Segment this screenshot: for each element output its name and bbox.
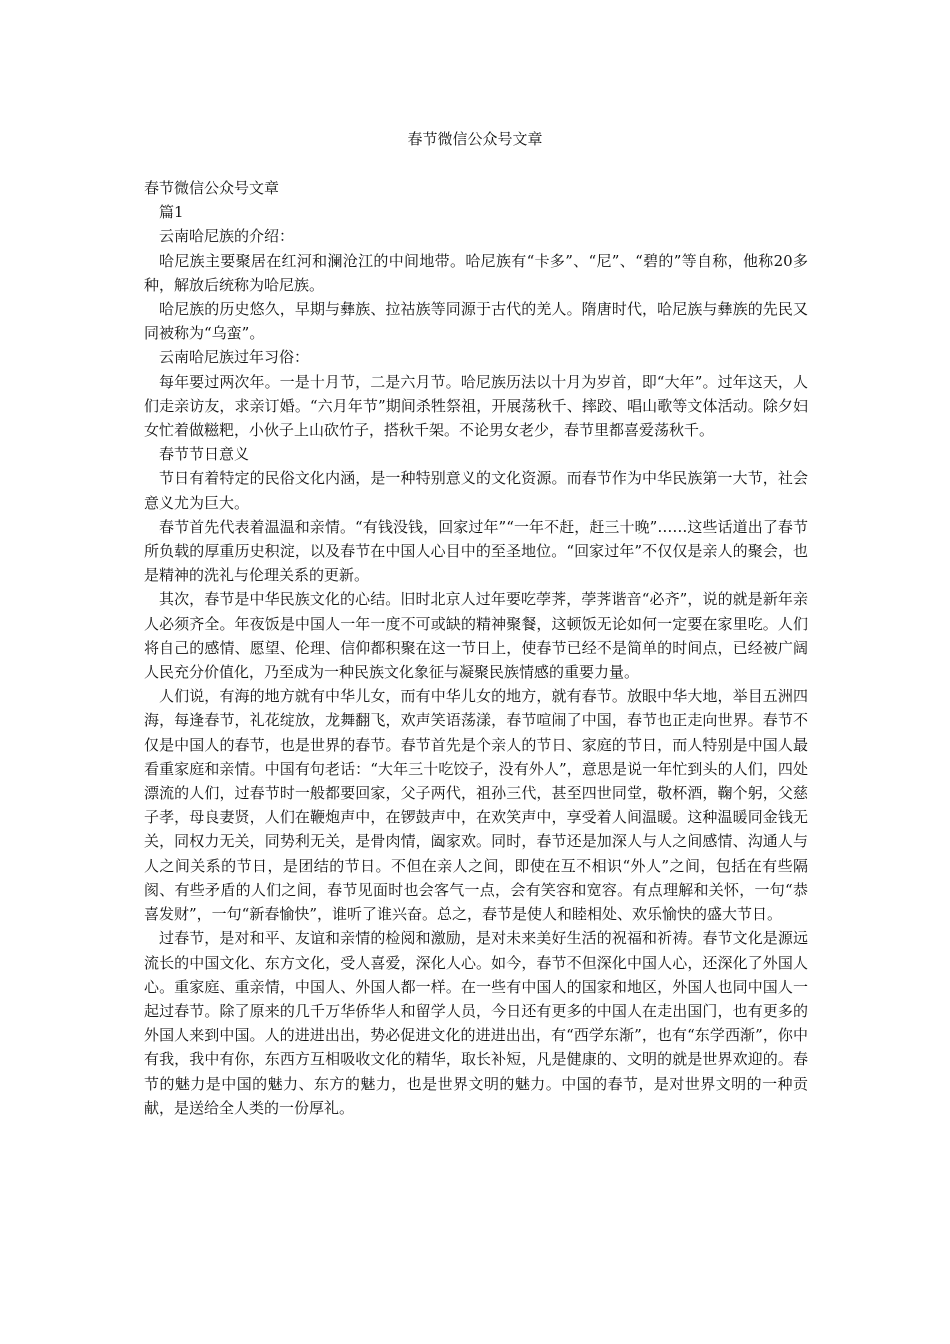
article-subtitle: 春节微信公众号文章: [144, 179, 280, 197]
paragraph: 节日有着特定的民俗文化内涵，是一种特别意义的文化资源。而春节作为中华民族第一大节，社会意义尤为巨大。: [144, 469, 808, 512]
paragraph: 哈尼族的历史悠久，早期与彝族、拉祜族等同源于古代的羌人。隋唐时代，哈尼族与彝族的先民又同被称为“乌蛮”。: [144, 300, 808, 343]
section-heading: 云南哈尼族过年习俗：: [159, 348, 310, 367]
section-heading: 云南哈尼族的介绍：: [159, 227, 295, 246]
paragraph: 其次，春节是中华民族文化的心结。旧时北京人过年要吃荸荠，荸荠谐音“必齐”，说的就是新年亲人必须齐全。年夜饭是中国人一年一度不可或缺的精神聚餐，这顿饭无论如何一定要在家里吃。人们将自己的感情、愿望、伦理、信仰都积聚在这一节日上，使春节已经不是简单的时间点，已经被广阔人民充分价值化，乃至成为一种民族文化象征与凝聚民族情感的重要力量。: [144, 590, 808, 682]
page-title: 春节微信公众号文章: [407, 130, 543, 148]
paragraph: 人们说，有海的地方就有中华儿女，而有中华儿女的地方，就有春节。放眼中华大地，举目五洲四海，每逢春节，礼花绽放，龙舞翻飞，欢声笑语荡漾，春节喧闹了中国，春节也正走向世界。春节不仅是中国人的春节，也是世界的春节。春节首先是个亲人的节日、家庭的节日，而人特别是中国人最看重家庭和亲情。中国有句老话：“大年三十吃饺子，没有外人”，意思是说一年忙到头的人们，四处漂流的人们，过春节时一般都要回家，父子两代，祖孙三代，甚至四世同堂，敬杯酒，鞠个躬，父慈子孝，母良妻贤，人们在鞭炮声中，在锣鼓声中，在欢笑声中，享受着人间温暖。这种温暖同金钱无关，同权力无关，同势利无关，是骨肉情，阖家欢。同时，春节还是加深人与人之间感情、沟通人与人之间关系的节日，是团结的节日。不但在亲人之间，即使在互不相识“外人”之间，包括在有些隔阂、有些矛盾的人们之间，春节见面时也会客气一点，会有笑容和宽容。有点理解和关怀，一句“恭喜发财”，一句“新春愉快”，谁听了谁兴奋。总之，春节是使人和睦相处、欢乐愉快的盛大节日。: [144, 687, 808, 924]
paragraph: 哈尼族主要聚居在红河和澜沧江的中间地带。哈尼族有“卡多”、“尼”、“碧的”等自称，他称20多种，解放后统称为哈尼族。: [144, 251, 808, 294]
section-heading: 春节节日意义: [159, 445, 250, 464]
article-body: [144, 176, 808, 1120]
paragraph: 春节首先代表着温温和亲情。“有钱没钱，回家过年”“一年不赶，赶三十晚”……这些话道出了春节所负载的厚重历史积淀，以及春节在中国人心目中的至圣地位。“回家过年”不仅仅是亲人的聚会，也是精神的洗礼与伦理关系的更新。: [144, 517, 808, 585]
paragraph: 每年要过两次年。一是十月节，二是六月节。哈尼族历法以十月为岁首，即“大年”。过年这天，人们走亲访友，求亲订婚。“六月年节”期间杀牲祭祖，开展荡秋千、摔跤、唱山歌等文体活动。除夕妇女忙着做糍粑，小伙子上山砍竹子，搭秋千架。不论男女老少，春节里都喜爱荡秋千。: [144, 372, 808, 440]
paragraph: 过春节，是对和平、友谊和亲情的检阅和激励，是对未来美好生活的祝福和祈祷。春节文化是源远流长的中国文化、东方文化，受人喜爱，深化人心。如今，春节不但深化中国人心，还深化了外国人心。重家庭、重亲情，中国人、外国人都一样。在一些有中国人的国家和地区，外国人也同中国人一起过春节。除了原来的几千万华侨华人和留学人员，今日还有更多的中国人在走出国门，也有更多的外国人来到中国。人的进进出出，势必促进文化的进进出出，有“西学东渐”，也有“东学西渐”，你中有我，我中有你，东西方互相吸收文化的精华，取长补短，凡是健康的、文明的就是世界欢迎的。春节的魅力是中国的魅力、东方的魅力，也是世界文明的魅力。中国的春节，是对世界文明的一种贡献，是送给全人类的一份厚礼。: [144, 929, 808, 1117]
section-label: 篇1: [159, 203, 184, 222]
